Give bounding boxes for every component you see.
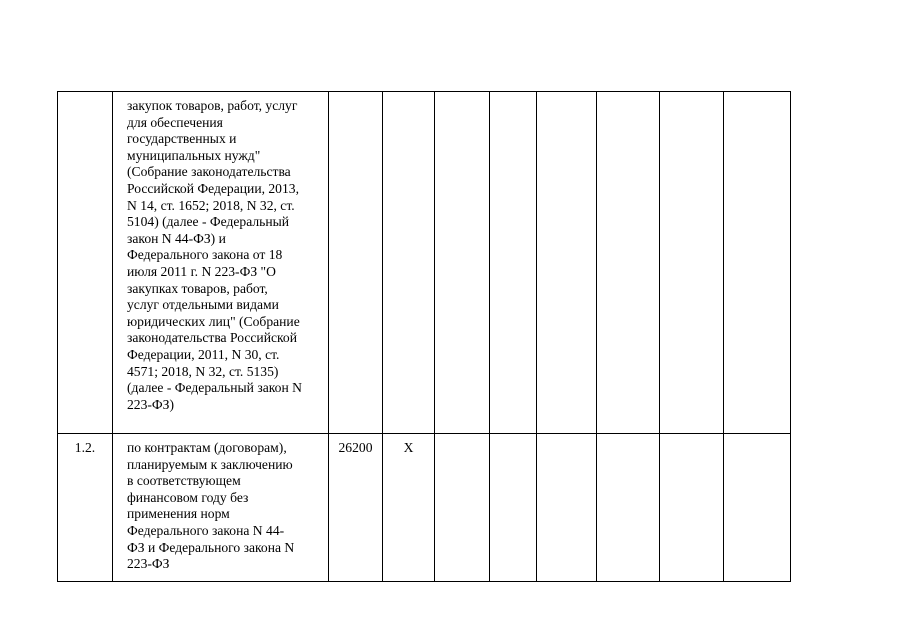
- empty-cell: [435, 92, 490, 434]
- empty-cell: [435, 434, 490, 582]
- row-description-cell: по контрактам (договорам), планируемым к заключению в соответствующем финансовом году без применения норм Федерального закона N 44- ФЗ и Федерального закона N 223-ФЗ: [113, 434, 329, 582]
- table-row: [58, 92, 791, 434]
- empty-cell: [537, 92, 597, 434]
- empty-cell: [724, 92, 791, 434]
- document-table: [57, 91, 791, 582]
- row-number-cell: 1.2.: [58, 434, 113, 582]
- empty-cell: [490, 92, 537, 434]
- table-row: [58, 434, 791, 582]
- empty-cell: [660, 92, 724, 434]
- row-code-cell: 26200: [329, 434, 383, 582]
- empty-cell: [597, 434, 660, 582]
- row-description-cell: закупок товаров, работ, услуг для обеспечения государственных и муниципальных нужд" (Собрание законодательства Российской Федерации, 2013, N 14, ст. 1652; 2018, N 32, ст. 5104) (далее - Федеральный закон N 44-ФЗ) и Федерального закона от 18 июля 2011 г. N 223-ФЗ "О закупках товаров, работ, услуг отдельными видами юридических лиц" (Собрание законодательства Российской Федерации, 2011, N 30, ст. 4571; 2018, N 32, ст. 5135) (далее - Федеральный закон N 223-ФЗ): [113, 92, 329, 434]
- empty-cell: [490, 434, 537, 582]
- row-mark-cell: X: [383, 434, 435, 582]
- row-code-cell: [329, 92, 383, 434]
- row-mark-cell: [383, 92, 435, 434]
- empty-cell: [597, 92, 660, 434]
- empty-cell: [537, 434, 597, 582]
- empty-cell: [724, 434, 791, 582]
- row-number-cell: [58, 92, 113, 434]
- empty-cell: [660, 434, 724, 582]
